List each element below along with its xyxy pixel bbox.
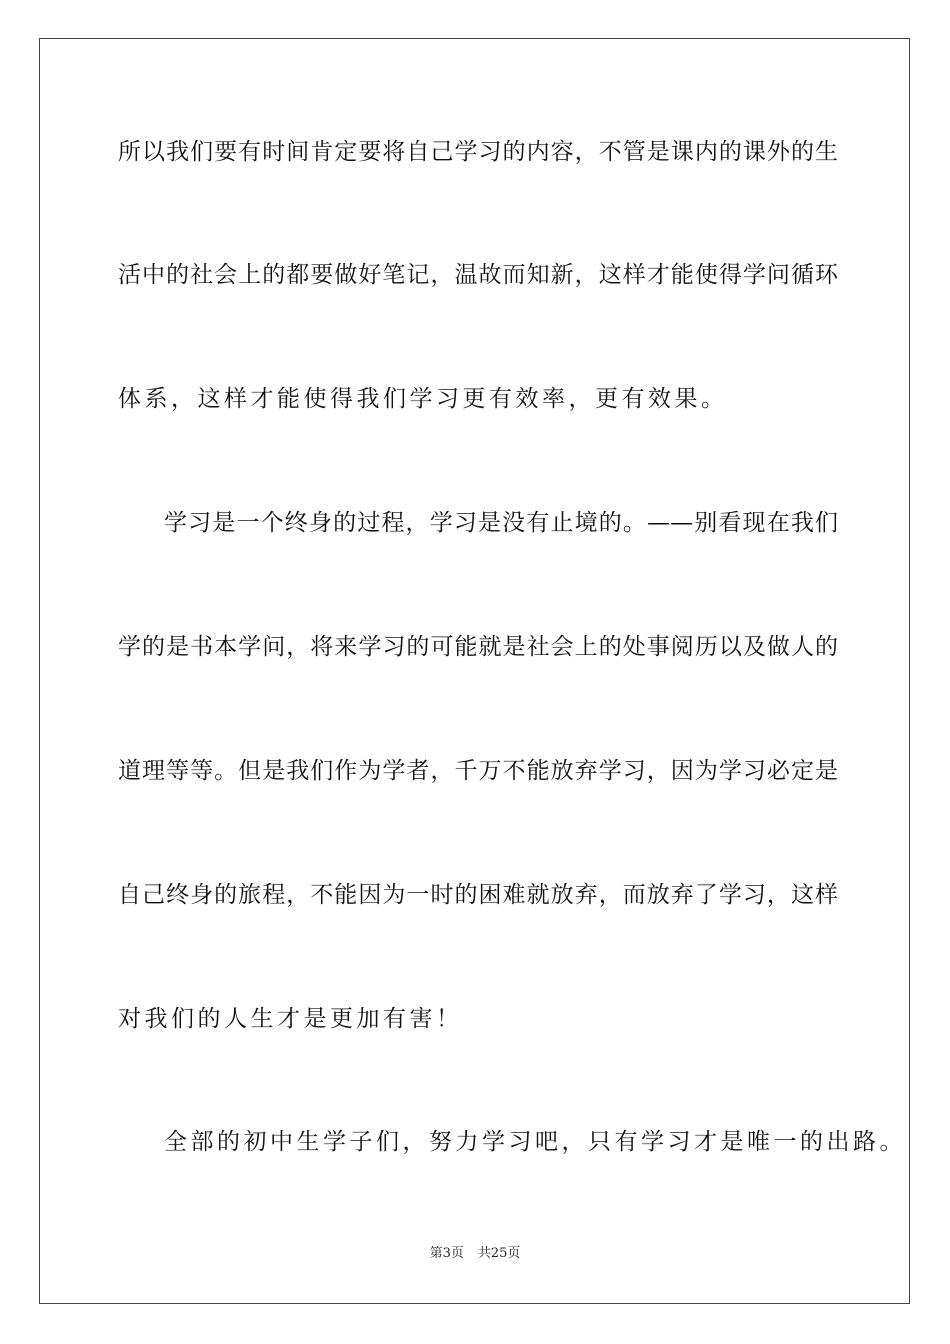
paragraph-1-line-3: 体系，这样才能使得我们学习更有效率，更有效果。 — [118, 386, 728, 412]
paragraph-2-line-2: 学的是书本学问，将来学习的可能就是社会上的处事阅历以及做人的 — [118, 634, 838, 660]
paragraph-2-line-5: 对我们的人生才是更加有害！ — [118, 1006, 463, 1032]
page-total: 共25页 — [477, 1246, 521, 1261]
paragraph-2-line-4: 自己终身的旅程，不能因为一时的困难就放弃，而放弃了学习，这样 — [118, 882, 838, 908]
page-footer — [0, 1245, 950, 1263]
paragraph-2-line-1: 学习是一个终身的过程，学习是没有止境的。——别看现在我们 — [164, 510, 838, 536]
page-number: 第3页 — [429, 1246, 464, 1261]
paragraph-1-line-2: 活中的社会上的都要做好笔记，温故而知新，这样才能使得学问循环 — [118, 262, 838, 288]
paragraph-3-line-1: 全部的初中生学子们，努力学习吧，只有学习才是唯一的出路。 — [164, 1129, 906, 1155]
paragraph-2-line-3: 道理等等。但是我们作为学者，千万不能放弃学习，因为学习必定是 — [118, 758, 838, 784]
page-border — [39, 38, 910, 1304]
paragraph-1-line-1: 所以我们要有时间肯定要将自己学习的内容，不管是课内的课外的生 — [118, 139, 838, 165]
